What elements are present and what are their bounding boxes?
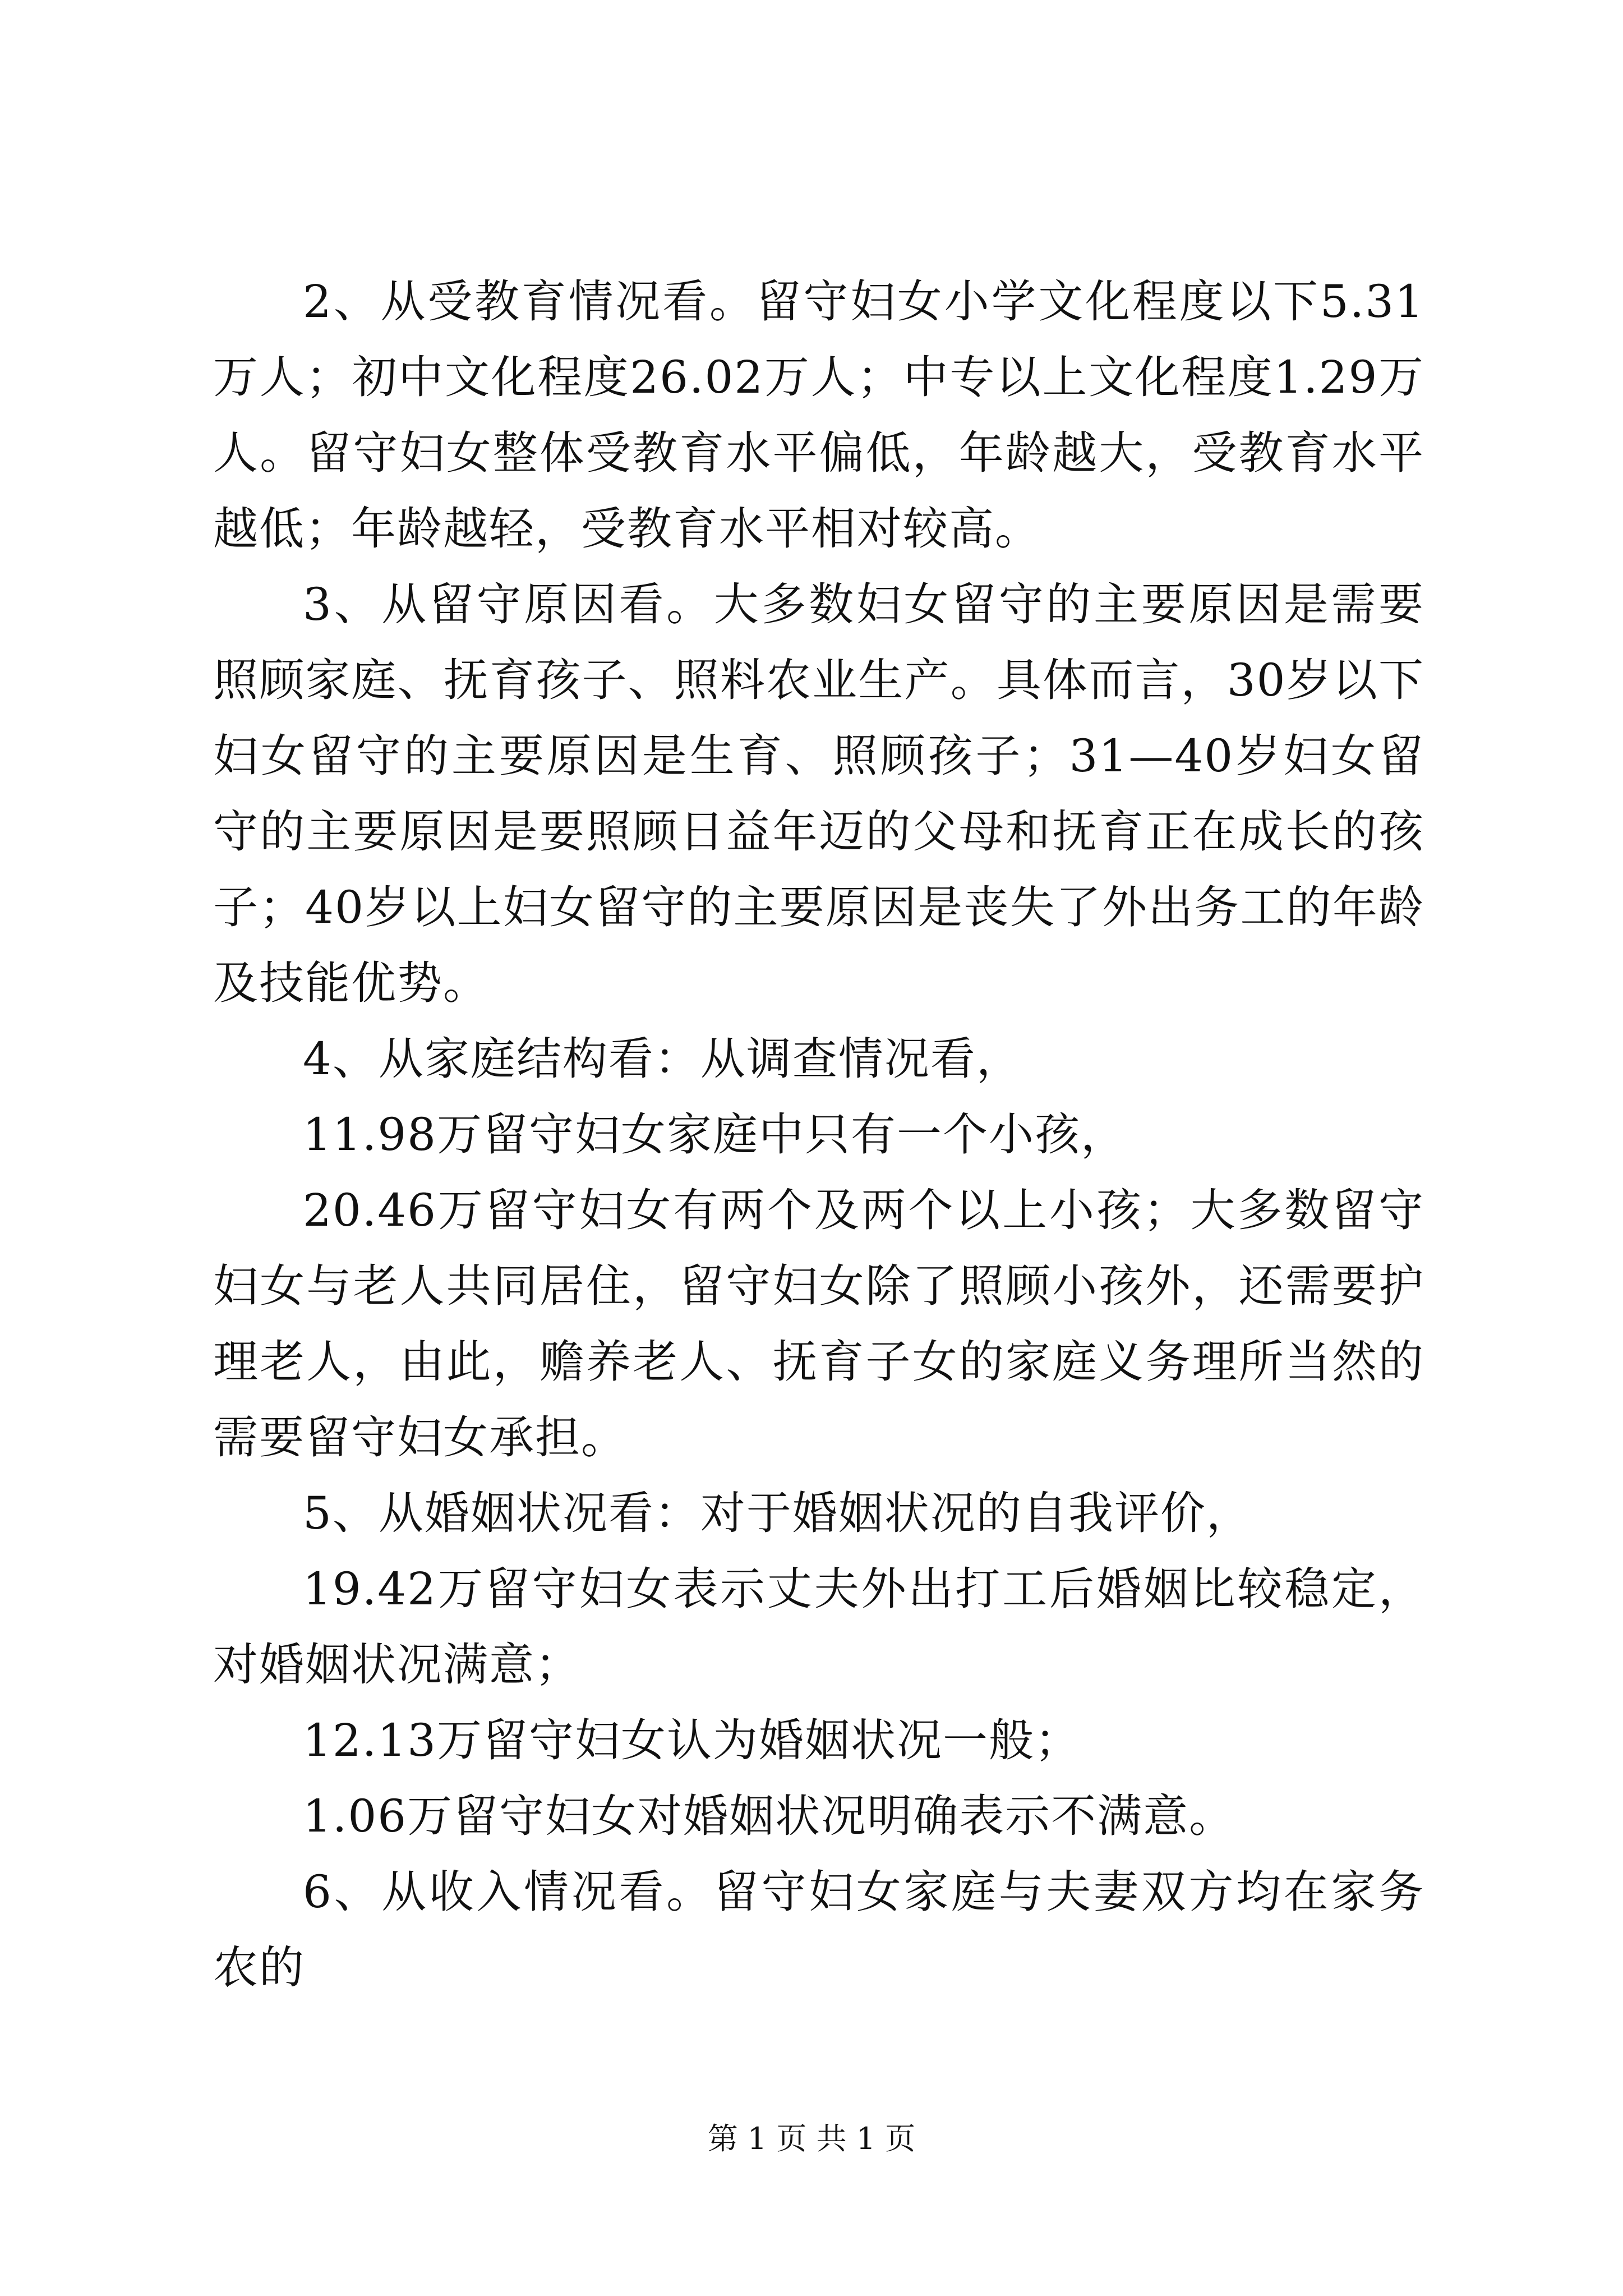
paragraph-income: 6、从收入情况看。留守妇女家庭与夫妻双方均在家务农的 (213, 1866, 1424, 1994)
paragraph-marriage: 5、从婚姻状况看：对于婚姻状况的自我评价， (303, 1487, 1252, 1539)
paragraph-two-children: 20.46万留守妇女有两个及两个以上小孩；大多数留守妇女与老人共同居住，留守妇女除了照顾小孩外，还需要护理老人，由此，赡养老人、抚育子女的家庭义务理所当然的需要留守妇女承担。 (213, 1184, 1424, 1464)
paragraph-family-structure: 4、从家庭结构看：从调查情况看， (303, 1033, 1022, 1085)
paragraph-marriage-average: 12.13万留守妇女认为婚姻状况一般； (303, 1714, 1081, 1766)
paragraph-one-child: 11.98万留守妇女家庭中只有一个小孩， (303, 1108, 1127, 1161)
paragraph-reasons: 3、从留守原因看。大多数妇女留守的主要原因是需要照顾家庭、抚育孩子、照料农业生产。具体而言，30岁以下妇女留守的主要原因是生育、照顾孩子；31—40岁妇女留守的主要原因是要照顾日益年迈的父母和抚育正在成长的孩子；40岁以上妇女留守的主要原因是丧失了外出务工的年龄及技能优势。 (213, 578, 1424, 1009)
page-number-footer: 第 1 页 共 1 页 (707, 2121, 916, 2156)
document-body (213, 264, 1424, 2005)
paragraph-education: 2、从受教育情况看。留守妇女小学文化程度以下5.31万人；初中文化程度26.02万人；中专以上文化程度1.29万人。留守妇女整体受教育水平偏低，年龄越大，受教育水平越低；年龄越轻，受教育水平相对较高。 (213, 275, 1424, 555)
paragraph-marriage-stable: 19.42万留守妇女表示丈夫外出打工后婚姻比较稳定，对婚姻状况满意； (213, 1563, 1424, 1691)
paragraph-marriage-unsatisfied: 1.06万留守妇女对婚姻状况明确表示不满意。 (303, 1790, 1235, 1842)
